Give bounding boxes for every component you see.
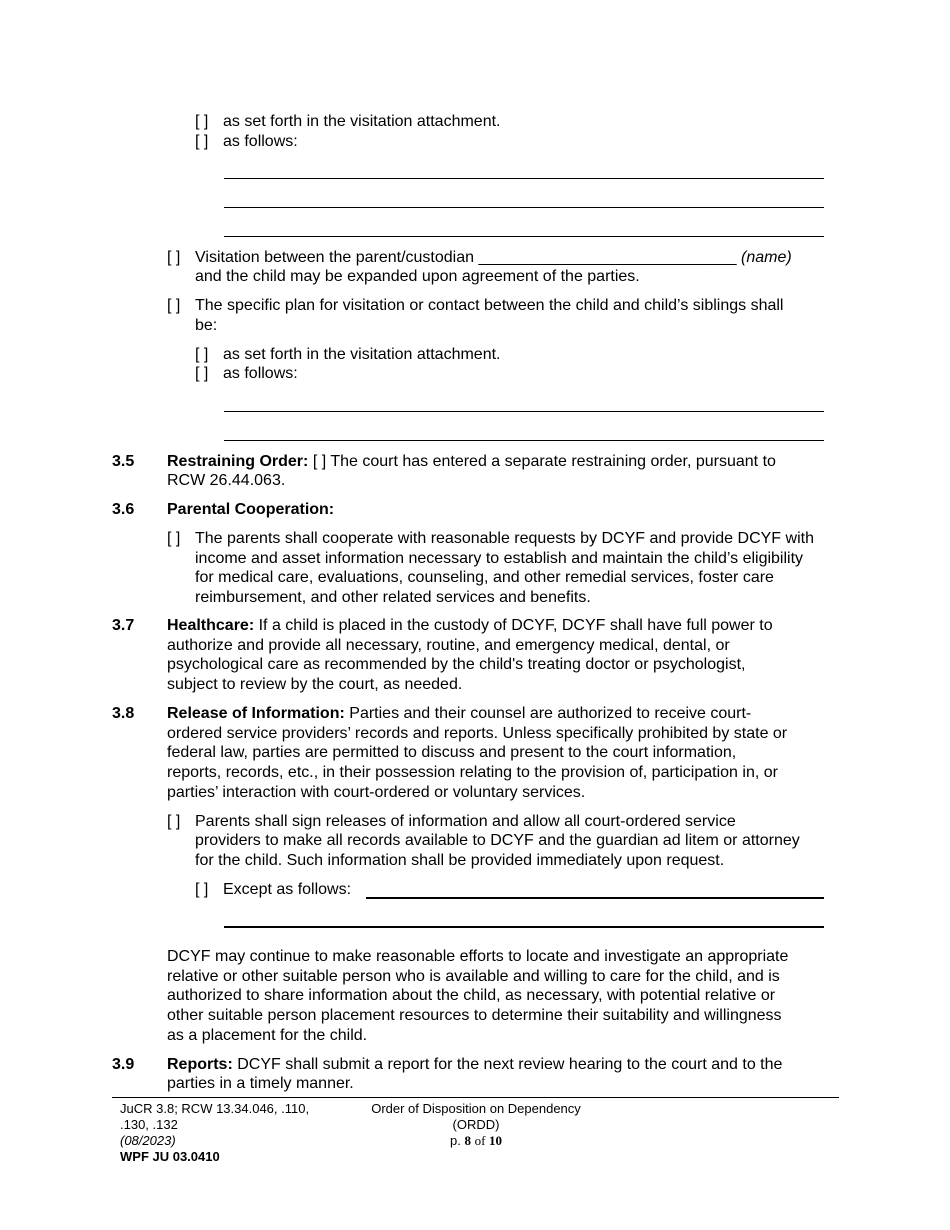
option-attachment: [ ] as set forth in the visitation attachment. <box>195 113 501 130</box>
page-indicator: p. 8 of 10 <box>449 1133 503 1148</box>
blank-line[interactable] <box>224 411 824 412</box>
checkbox[interactable]: [ ] <box>167 297 181 314</box>
text-line: authorized to share information about the child, as necessary, with potential relative or <box>167 987 776 1004</box>
cooperation-item: [ ] The parents shall cooperate with reasonable requests by DCYF and provide DCYF with <box>167 530 814 547</box>
visitation-parent-item: [ ] Visitation between the parent/custodian _____________________________ (name) <box>167 249 792 266</box>
text-line: as a placement for the child. <box>167 1027 368 1044</box>
checkbox[interactable]: [ ] <box>195 881 209 898</box>
blank-line[interactable] <box>224 440 824 441</box>
siblings-option-as-follows: [ ] as follows: <box>195 365 298 382</box>
text-line: providers to make all records available to DCYF and the guardian ad litem or attorney <box>195 832 800 849</box>
checkbox[interactable]: [ ] <box>312 453 327 470</box>
name-label: (name) <box>740 249 792 266</box>
siblings-item: [ ] The specific plan for visitation or contact between the child and child’s siblings shall <box>167 297 784 314</box>
text-line: reimbursement, and other related services and benefits. <box>195 589 591 606</box>
footer-citation: JuCR 3.8; RCW 13.34.046, .110, .130, .132 (08/2023) WPF JU 03.0410 <box>120 1101 310 1164</box>
section-3-5: Restraining Order: [ ] The court has entered a separate restraining order, pursuant to <box>167 453 776 470</box>
checkbox[interactable]: [ ] <box>195 113 209 130</box>
text-line: other suitable person placement resources to determine their suitability and willingness <box>167 1007 782 1024</box>
except-blank-line[interactable] <box>366 897 824 899</box>
text-line: relative or other suitable person who is available and willing to care for the child, and is <box>167 968 780 985</box>
release-item: [ ] Parents shall sign releases of information and allow all court-ordered service <box>167 813 736 830</box>
checkbox[interactable]: [ ] <box>167 249 181 266</box>
footer-divider <box>112 1097 839 1098</box>
section-title: Restraining Order: <box>167 453 309 470</box>
footer-title-block: Order of Disposition on Dependency (ORDD) p. 8 of 10 <box>350 1101 602 1149</box>
text-line: parties in a timely manner. <box>167 1075 354 1092</box>
text-line: income and asset information necessary to establish and maintain the child’s eligibility <box>195 550 804 567</box>
checkbox[interactable]: [ ] <box>195 346 209 363</box>
checkbox[interactable]: [ ] <box>195 365 209 382</box>
checkbox[interactable]: [ ] <box>167 813 181 830</box>
except-item: [ ] Except as follows: <box>195 881 352 898</box>
section-title: Parental Cooperation: <box>167 501 335 518</box>
name-blank[interactable]: _____________________________ <box>478 249 737 266</box>
checkbox[interactable]: [ ] <box>167 530 181 547</box>
text-line: federal law, parties are permitted to discuss and present to the court information, <box>167 744 737 761</box>
section-number: 3.5 <box>112 453 135 470</box>
except-blank-line[interactable] <box>224 926 824 928</box>
section-title: Release of Information: <box>167 705 345 722</box>
blank-line[interactable] <box>224 236 824 237</box>
text-line: psychological care as recommended by the child's treating doctor or psychologist, <box>167 656 746 673</box>
section-3-8: Release of Information: Parties and their counsel are authorized to receive court- <box>167 705 752 722</box>
text-line: for medical care, evaluations, counseling, and other remedial services, foster care <box>195 569 774 586</box>
text-line: authorize and provide all necessary, routine, and emergency medical, dental, or <box>167 637 730 654</box>
text-line: reports, records, etc., in their possession relating to the provision of, participation in, or <box>167 764 778 781</box>
siblings-option-attachment: [ ] as set forth in the visitation attachment. <box>195 346 501 363</box>
section-title: Reports: <box>167 1056 233 1073</box>
blank-line[interactable] <box>224 207 824 208</box>
text-line: for the child. Such information shall be provided immediately upon request. <box>195 852 725 869</box>
text-line: ordered service providers’ records and reports. Unless specifically prohibited by state or <box>167 725 788 742</box>
section-3-5-line2: RCW 26.44.063. <box>167 472 286 489</box>
section-number: 3.7 <box>112 617 135 634</box>
section-number: 3.9 <box>112 1056 135 1073</box>
section-3-7: Healthcare: If a child is placed in the custody of DCYF, DCYF shall have full power to <box>167 617 773 634</box>
siblings-line2: be: <box>195 317 218 334</box>
section-title: Healthcare: <box>167 617 255 634</box>
text-line: subject to review by the court, as needed. <box>167 676 463 693</box>
text-line: DCYF may continue to make reasonable efforts to locate and investigate an appropriate <box>167 948 789 965</box>
checkbox[interactable]: [ ] <box>195 133 209 150</box>
option-as-follows: [ ] as follows: <box>195 133 298 150</box>
text-line: parties’ interaction with court-ordered or voluntary services. <box>167 784 586 801</box>
visitation-parent-line2: and the child may be expanded upon agreement of the parties. <box>195 268 640 285</box>
section-number: 3.6 <box>112 501 135 518</box>
blank-line[interactable] <box>224 178 824 179</box>
section-number: 3.8 <box>112 705 135 722</box>
section-3-9: Reports: DCYF shall submit a report for the next review hearing to the court and to the <box>167 1056 783 1073</box>
